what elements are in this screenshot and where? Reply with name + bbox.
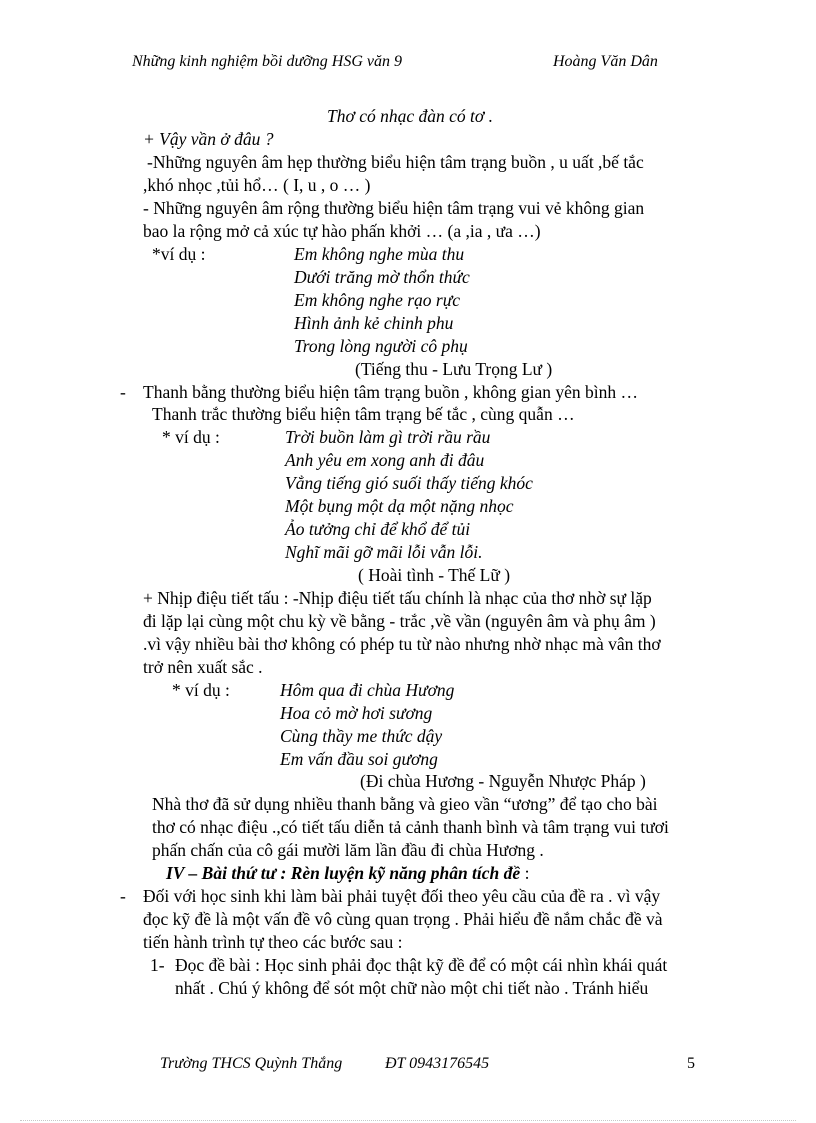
- rhythm-line-4: trở nên xuất sắc .: [143, 657, 263, 677]
- poem-line: Cùng thầy me thức dậy: [280, 726, 443, 746]
- section4-line-2: đọc kỹ đề là một vấn đề vô cùng quan trọng . Phải hiểu đề nắm chắc đề và: [143, 909, 663, 929]
- header-author: Hoàng Văn Dân: [553, 53, 658, 70]
- poem-line: Anh yêu em xong anh đi đâu: [285, 450, 485, 470]
- poem-line: Vẳng tiếng gió suối thấy tiếng khóc: [285, 473, 533, 493]
- step-1-line-1: Đọc đề bài : Học sinh phải đọc thật kỹ đề để có một cái nhìn khái quát: [175, 955, 668, 975]
- wide-vowel-line-2: bao la rộng mở cả xúc tự hào phấn khởi … (a ,ia , ưa …): [143, 221, 541, 241]
- poem-line: Dưới trăng mờ thổn thức: [294, 267, 470, 287]
- poem-line: Ảo tưởng chỉ để khổ để tủi: [285, 519, 471, 539]
- page-bottom-divider: [20, 1120, 796, 1121]
- poem-line: Em vấn đầu soi gương: [280, 749, 438, 769]
- header-title: Những kinh nghiệm bồi dưỡng HSG văn 9: [132, 53, 402, 70]
- example-label: *ví dụ :: [152, 244, 206, 264]
- narrow-vowel-line-1: -Những nguyên âm hẹp thường biểu hiện tâm trạng buồn , u uất ,bế tắc: [147, 152, 644, 172]
- section-heading-text: IV – Bài thứ tư : Rèn luyện kỹ năng phân tích đề: [166, 863, 521, 883]
- intro-line: Thơ có nhạc đàn có tơ .: [327, 106, 493, 126]
- tone-line-2: Thanh trắc thường biểu hiện tâm trạng bế tắc , cùng quẫn …: [152, 404, 575, 424]
- example-label: * ví dụ :: [172, 680, 230, 700]
- section-heading-colon: :: [520, 863, 530, 883]
- bullet: -: [120, 886, 126, 906]
- narrow-vowel-line-2: ,khó nhọc ,tủi hổ… ( I, u , o … ): [143, 175, 371, 195]
- comment-line-1: Nhà thơ đã sử dụng nhiều thanh bằng và gieo vần “ương” để tạo cho bài: [152, 794, 658, 814]
- comment-line-2: thơ có nhạc điệu .,có tiết tấu diễn tả cảnh thanh bình và tâm trạng vui tươi: [152, 817, 669, 837]
- step-number: 1-: [150, 955, 165, 975]
- rhythm-line-3: .vì vậy nhiều bài thơ không có phép tu từ nào nhưng nhờ nhạc mà vân thơ: [143, 634, 661, 654]
- poem-line: Em không nghe mùa thu: [294, 244, 465, 264]
- page-number: 5: [687, 1055, 695, 1072]
- rhythm-line-1: + Nhịp điệu tiết tấu : -Nhịp điệu tiết tấu chính là nhạc của thơ nhờ sự lặp: [143, 588, 652, 608]
- rhythm-line-2: đi lặp lại cùng một chu kỳ về bằng - trắc ,về vần (nguyên âm và phụ âm ): [143, 611, 656, 631]
- section-heading: [166, 862, 529, 885]
- section4-line-3: tiến hành trình tự theo các bước sau :: [143, 932, 403, 952]
- section4-line-1: Đối với học sinh khi làm bài phải tuyệt đối theo yêu cầu của đề ra . vì vậy: [143, 886, 661, 906]
- example-label: * ví dụ :: [162, 427, 220, 447]
- rhyme-question: + Vậy vần ở đâu ?: [143, 129, 274, 149]
- poem-source: (Tiếng thu - Lưu Trọng Lư ): [355, 359, 553, 379]
- poem-source: ( Hoài tình - Thế Lữ ): [358, 565, 511, 585]
- tone-line-1: Thanh bằng thường biểu hiện tâm trạng buồn , không gian yên bình …: [143, 382, 639, 402]
- poem-line: Hôm qua đi chùa Hương: [280, 680, 455, 700]
- poem-line: Hình ảnh kẻ chinh phu: [294, 313, 454, 333]
- poem-line: Trong lòng người cô phụ: [294, 336, 468, 356]
- footer-phone: ĐT 0943176545: [385, 1055, 490, 1072]
- poem-source: (Đi chùa Hương - Nguyễn Nhược Pháp ): [360, 771, 646, 791]
- poem-line: Một bụng một dạ một nặng nhọc: [285, 496, 514, 516]
- poem-line: Trời buồn làm gì trời rầu rầu: [285, 427, 491, 447]
- poem-line: Nghĩ mãi gỡ mãi lỗi vẫn lỗi.: [285, 542, 483, 562]
- wide-vowel-line-1: - Những nguyên âm rộng thường biểu hiện tâm trạng vui vẻ không gian: [143, 198, 645, 218]
- poem-line: Hoa cỏ mờ hơi sương: [280, 703, 433, 723]
- poem-line: Em không nghe rạo rực: [294, 290, 461, 310]
- footer-school: Trường THCS Quỳnh Thắng: [160, 1055, 343, 1072]
- step-1-line-2: nhất . Chú ý không để sót một chữ nào một chi tiết nào . Tránh hiểu: [175, 978, 649, 998]
- bullet: -: [120, 382, 126, 402]
- comment-line-3: phấn chấn của cô gái mười lăm lần đầu đi chùa Hương .: [152, 840, 544, 860]
